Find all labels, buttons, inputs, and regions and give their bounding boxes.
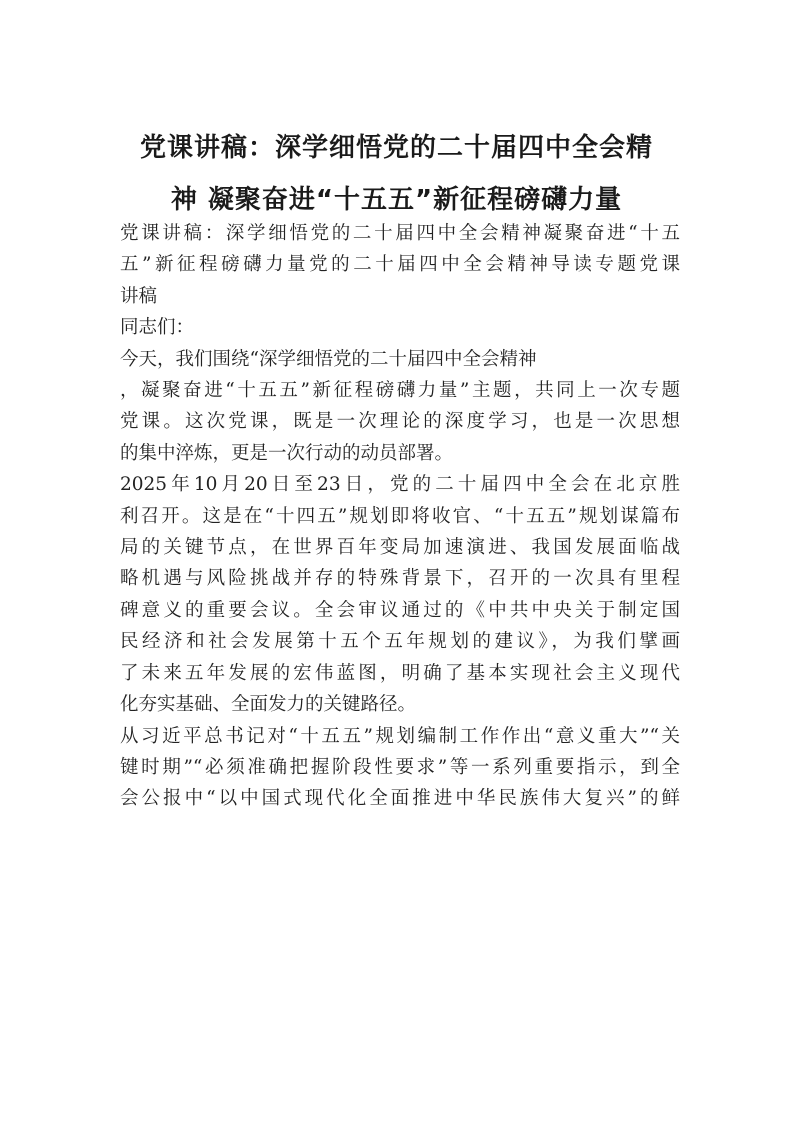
text-line: ，凝聚奋进“十五五”新征程磅礴力量”主题，共同上一次专题 (120, 380, 680, 402)
title-line-1: 党课讲稿：深学细悟党的二十届四中全会精 (139, 133, 653, 163)
text-line: 键时期”“必须准确把握阶段性要求”等一系列重要指示，到全 (120, 756, 680, 778)
text-line: 党课。这次党课，既是一次理论的深度学习，也是一次思想 (120, 411, 680, 433)
text-line: 2025年10月20日至23日，党的二十届四中全会在北京胜 (120, 474, 680, 496)
document-body (120, 218, 680, 815)
text-line: 碑意义的重要会议。全会审议通过的《中共中央关于制定国 (120, 599, 680, 621)
text-line: 党课讲稿：深学细悟党的二十届四中全会精神凝聚奋进“十五 (120, 223, 680, 244)
text-line: 五”新征程磅礴力量党的二十届四中全会精神导读专题党课 (120, 254, 680, 276)
paragraph (120, 218, 680, 312)
text-line: 局的关键节点，在世界百年变局加速演进、我国发展面临战 (120, 537, 680, 559)
paragraph (120, 469, 680, 720)
paragraph (120, 312, 680, 343)
document-title (100, 122, 693, 226)
text-line: 化夯实基础、全面发力的关键路径。 (120, 694, 417, 716)
text-line: 利召开。这是在“十四五”规划即将收官、“十五五”规划谋篇布 (120, 505, 680, 527)
text-line: 的集中淬炼，更是一次行动的动员部署。 (120, 442, 454, 464)
paragraph (120, 344, 680, 375)
text-line: 了未来五年发展的宏伟蓝图，明确了基本实现社会主义现代 (120, 662, 680, 684)
title-line-2: 神 凝聚奋进“十五五”新征程磅礴力量 (170, 185, 623, 215)
paragraph (120, 721, 680, 815)
text-line: 讲稿 (120, 285, 158, 307)
text-line: 民经济和社会发展第十五个五年规划的建议》，为我们擘画 (120, 631, 680, 653)
text-line: 同志们： (120, 317, 195, 339)
paragraph (120, 375, 680, 469)
text-line: 今天，我们围绕“深学细悟党的二十届四中全会精神 (120, 348, 537, 370)
text-line: 略机遇与风险挑战并存的特殊背景下，召开的一次具有里程 (120, 568, 680, 590)
text-line: 从习近平总书记对“十五五”规划编制工作作出“意义重大”“关 (120, 725, 680, 747)
text-line: 会公报中“以中国式现代化全面推进中华民族伟大复兴”的鲜 (120, 788, 680, 810)
